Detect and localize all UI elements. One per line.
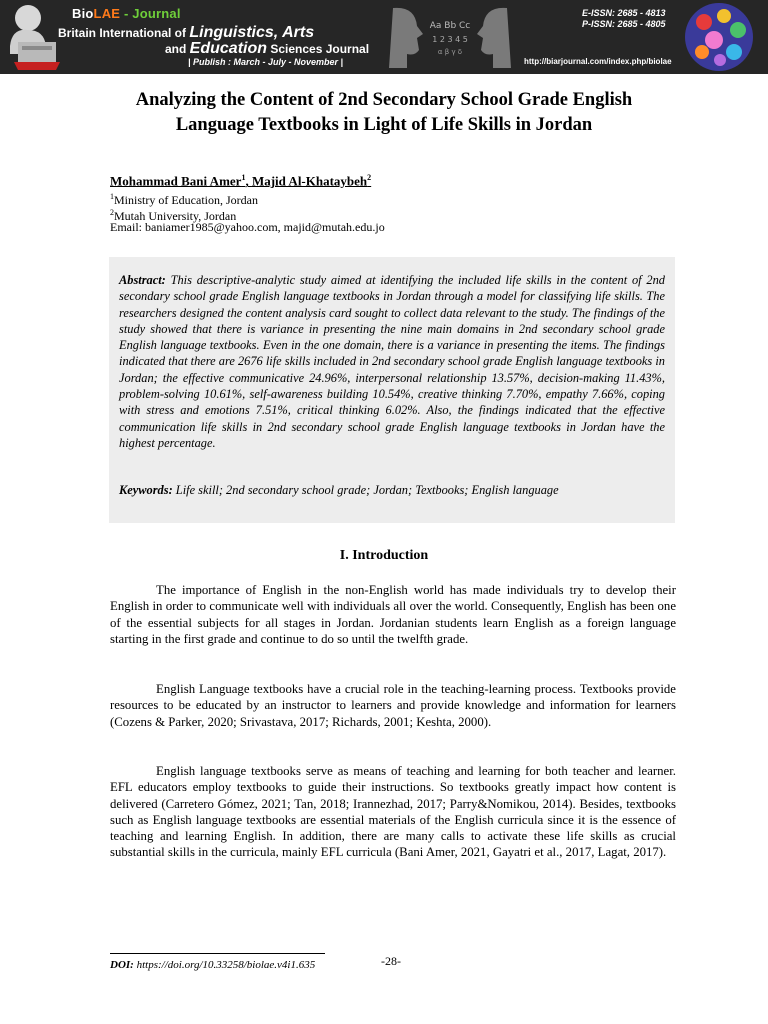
- journal-banner: [0, 0, 768, 74]
- doi-link[interactable]: https://doi.org/10.33258/biolae.v4i1.635: [133, 959, 316, 971]
- svg-text:Aa Bb Cc: Aa Bb Cc: [429, 21, 471, 31]
- publish-schedule: | Publish : March - July - November |: [188, 57, 344, 67]
- abstract-box: [109, 257, 675, 523]
- journal-name-line-1: Britain International of Linguistics, Arts: [58, 24, 315, 41]
- issn-block: [582, 8, 666, 30]
- affiliation-2: $^2$Mutah University, Jordan: [110, 208, 237, 223]
- page-number: -28-: [381, 954, 401, 968]
- paragraph-3: English language textbooks serve as means of teaching and learning for both teacher and learner. EFL educators employ textbooks to guide their instructions. So textbooks greatly impact how content is delivered (Carretero Gómez, 2021; Tan, 2018; Irannezhad, 2017; Parry&Nomikou, 2014). Besides, textbooks such as English language textbooks are essential materials of the English curricula since it is the essence of teaching and learning English. In addition, there are many calls to activate these life skills as crucial substantial skills in the curricula, mainly EFL curricula (Bani Amer, 2021, Gayatri et al., 2017, Lagat, 2017).: [110, 764, 676, 860]
- journal-url[interactable]: http://biarjournal.com/index.php/biolae: [524, 57, 672, 66]
- affiliation-1: $^1$Ministry of Education, Jordan: [110, 192, 258, 207]
- svg-text:α β γ δ: α β γ δ: [437, 48, 463, 56]
- author-2: Majid Al-Khataybeh: [251, 173, 368, 189]
- keywords-text: Life skill; 2nd secondary school grade; Jordan; Textbooks; English language: [172, 483, 559, 497]
- paragraph-2: English Language textbooks have a crucial role in the teaching-learning process. Textbooks provide resources to be educated by an instructor to learners and provide knowledge and information for learners (Cozens & Parker, 2020; Srivastava, 2017; Richards, 2001; Keshta, 2000).: [110, 682, 676, 729]
- email-line: Email: baniamer1985@yahoo.com, majid@mutah.edu.jo: [110, 220, 385, 234]
- abstract-label: Abstract:: [119, 273, 166, 287]
- article-title: Analyzing the Content of 2nd Secondary School Grade English Language Textbooks in Light of Life Skills in Jordan: [135, 90, 633, 135]
- abstract: [119, 272, 665, 451]
- svg-text:1 2 3 4 5: 1 2 3 4 5: [432, 35, 468, 44]
- pissn: P-ISSN: 2685 - 4805: [582, 19, 666, 29]
- reader-figure-logo-icon: [4, 2, 64, 72]
- eissn: E-ISSN: 2685 - 4813: [582, 8, 666, 18]
- doi-line: DOI: https://doi.org/10.33258/biolae.v4i1.635: [110, 959, 316, 971]
- keywords: [119, 483, 665, 498]
- abstract-text: This descriptive-analytic study aimed at identifying the included life skills in the content of 2nd secondary school grade English language textbooks in Jordan through a model for classifying life skills. The researchers designed the content analysis card sought to collect data relevant to the study. The findings of the study showed that there is variance in presenting the nine main domains in 2nd secondary school grade English language textbooks. Even in the one domain, there is a variance in presenting the items. The findings indicated that there are 2676 life skills included in 2nd secondary school grade English language textbooks in Jordan; the effective communicative 24.96%, interpersonal relationship 13.57%, decision-making 11.43%, problem-solving 10.61%, self-awareness building 10.54%, creative thinking 7.70%, empathy 7.66%, coping with stress and emotions 7.51%, critical thinking 6.02%. Also, the findings indicated that the effective communication life skills in 2nd secondary school grade English language textbooks in Jordan have the highest percentage.: [119, 273, 665, 450]
- author-line: Mohammad Bani Amer$^1$, Majid Al-Khataybeh$^2$: [110, 173, 372, 189]
- keywords-label: Keywords:: [119, 483, 173, 497]
- journal-name-line-2: and Education Sciences Journal: [165, 40, 370, 57]
- footer-rule: [110, 953, 325, 954]
- facing-heads-icon: [385, 4, 515, 70]
- section-heading: I. Introduction: [339, 548, 429, 563]
- author-1: Mohammad Bani Amer: [110, 173, 242, 189]
- paragraph-1: The importance of English in the non-English world has made individuals try to develop their English in order to communicate well with individuals all over the world. Consequently, English has been one of the essential subjects for all stages in Jordan. Jordanian students learn English as a foreign language starting in the first grade and continue to do so until the twelfth grade.: [110, 583, 676, 646]
- journal-acronym: BioLAE - Journal: [72, 6, 181, 21]
- colorful-bubbles-icon: [684, 2, 754, 72]
